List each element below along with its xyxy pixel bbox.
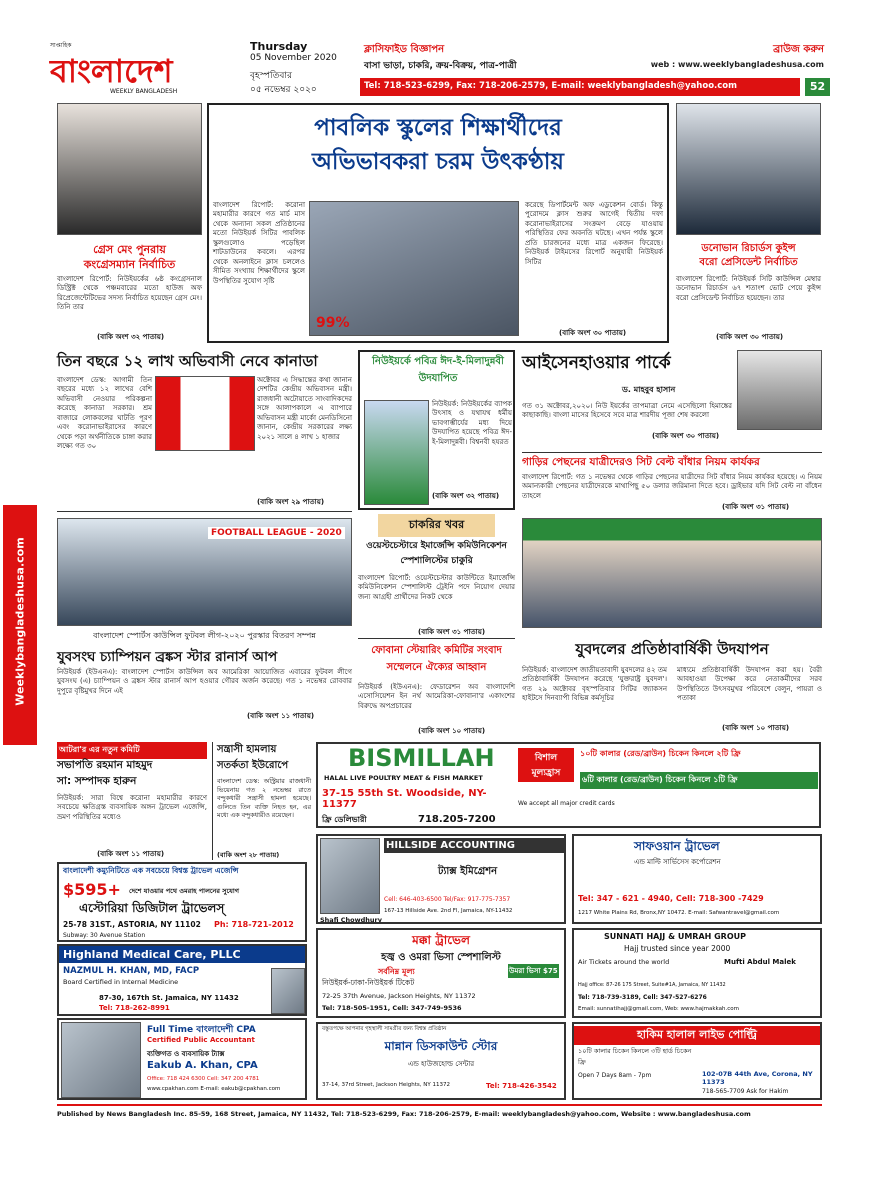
travel-price: $595+ — [63, 880, 121, 899]
lead-col-1: বাংলাদেশ রিপোর্ট: করোনা মহামারীর কারণে গত মার্চ মাস থেকে অন্যান্য সকল প্রতিষ্ঠানের মতো নিউইয়র্ক সিটির পাবলিক স্কুলগুলোও পড়েছিল শাটডাউনের কবলে। এরপর থেকে অনলাইনে ক্লাস চললেও সীমিত সংখ্যায় শিক্ষার্থীদের স্কুলে উপস্থিতির সুযোগ সৃষ্টি — [213, 201, 305, 285]
seatbelt-story — [522, 452, 822, 512]
travel-phone: Ph: 718-721-2012 — [214, 920, 294, 929]
hillside-services: ট্যাক্স ইমিগ্রেশন — [438, 866, 498, 877]
jobs-headline: ওয়েস্টচেস্টারে ইমার্জেন্সি কমিউনিকেশন স্পেশালিস্টের চাকুরি — [366, 541, 507, 566]
donovan-photo — [676, 103, 821, 235]
atra-body: নিউইয়র্ক: সারা বিশ্বে করোনা মহামারীর কারণে সবচেয়ে ক্ষতিগ্রস্ত ব্যবসায়িক অঙ্গন ট্রাভেল এজেন্সি, ভ্রমণ পরিস্থিতির মধ্যেও — [57, 794, 207, 821]
web-address: web : www.weeklybangladeshusa.com — [650, 60, 824, 69]
eid-story — [358, 350, 515, 510]
sports-photo — [57, 518, 352, 626]
footer-text: Published by News Bangladesh Inc. 85-59, 168 Street, Jamaica, NY 11432, Tel: 718-523-6299, Fax: 718-206-2579, E-mail: weeklybangladesh@yahoo.com, Website : www.bangladeshusa.com — [57, 1110, 751, 1118]
hillside-phones: Cell: 646-403-6500 Tel/Fax: 917-775-7357 — [384, 896, 511, 903]
mecca-phone: Tel: 718-505-1951, Cell: 347-749-9536 — [322, 1004, 462, 1012]
travel-name: এস্টোরিয়া ডিজিটাল ট্রাভেলস্ — [79, 901, 225, 915]
eid-cont: (বাকি অংশ ৩২ পাতায়) — [432, 492, 500, 500]
sunnati-name: SUNNATI HAJJ & UMRAH GROUP — [604, 932, 746, 941]
mannan-phone: Tel: 718-426-3542 — [486, 1082, 557, 1090]
canada-photo — [155, 376, 255, 451]
jobs-header: চাকরির খবর — [378, 514, 495, 537]
sunnati-line: Air Tickets around the world — [578, 958, 670, 966]
cpa-web: www.cpakhan.com E-mail: eakub@cpakhan.com — [147, 1086, 281, 1092]
classified-sub: বাসা ভাড়া, চাকরি, ক্রয়-বিক্রয়, পাত্র-পাত্রী — [364, 61, 517, 71]
right-headline-2: বরো প্রেসিডেন্ট নির্বাচিত — [699, 257, 798, 268]
safwan-ad — [572, 834, 822, 924]
sunnati-since: Hajj trusted since year 2000 — [624, 944, 731, 953]
lead-photo — [309, 201, 519, 336]
astoria-travel-ad — [57, 862, 307, 942]
atra-cont: (বাকি অংশ ১১ পাতায়) — [97, 850, 165, 858]
cpa-name: Full Time বাংলাদেশী CPA — [147, 1025, 256, 1035]
eisenhower-author: ড. মাহবুব হাসান — [622, 385, 676, 394]
sunnati-email: Email: sunnatihajj@gmail.com, Web: www.hajmakkah.com — [578, 1006, 739, 1012]
lead-col-2: করেছে ডিপার্টমেন্ট অফ এডুকেশন বোর্ড। কিন্তু পুরোদমে ক্লাস শুরুর আগেই দ্বিতীয় দফা করোনাভাইরাসের সংক্রমণ বেড়ে যাওয়ায় পরিস্থিতির ফের অবনতি ঘটছে। এখন পর্যন্ত স্কুলে প্রতি চারজনের মধ্যে মাত্র একজন ফিরেছে। নিউইয়র্ক টাইমসের রিপোর্ট অনুযায়ী নিউইয়র্ক সিটির — [525, 201, 663, 266]
highland-addr: 87-30, 167th St. Jamaica, NY 11432 — [99, 994, 239, 1002]
canada-col-1: বাংলাদেশ ডেস্ক: আগামী তিন বছরের মধ্যে ১২ লাখের বেশি অভিবাসী নেওয়ার পরিকল্পনা করেছে কানাডা সরকার। শ্রম বাজারে লোকবলের ঘাটতি পূরণ এবং করোনাভাইরাসের কারণে থেকে পড়া অর্থনীতিকে চাঙ্গা করার লক্ষ্যে গত ৩০ — [57, 376, 152, 451]
hillside-person: Shafi Chowdhury — [320, 916, 382, 924]
hillside-addr: 167-13 Hillside Ave. 2nd Fl, Jamaica, NY-11432 — [384, 908, 513, 914]
jobs-cont: (বাকি অংশ ৩১ পাতায়) — [418, 628, 486, 636]
jubodal-cont: (বাকি অংশ ১০ পাতায়) — [722, 724, 790, 732]
atra-headline-2: সা: সম্পাদক হারুন — [57, 775, 137, 787]
grace-meng-photo — [57, 103, 202, 235]
safwan-phones: Tel: 347 - 621 - 4940, Cell: 718-300 -7429 — [578, 894, 764, 903]
sports-banner: FOOTBALL LEAGUE - 2020 — [208, 527, 345, 539]
eisenhower-headline: আইসেনহাওয়ার পার্কে — [522, 353, 671, 373]
europe-story — [212, 742, 310, 860]
travel-line-1: বাংলাদেশী কম্যুনিটিতে এক সবচেয়ে বিশ্বস্ত ট্রাভেল এজেন্সি — [63, 866, 239, 875]
right-story — [676, 103, 821, 343]
sports-cont: (বাকি অংশ ১১ পাতায়) — [247, 712, 315, 720]
atra-tag: আটরা'র এর নতুন কমিটি — [57, 742, 207, 759]
page-number: 52 — [805, 78, 830, 96]
eid-photo — [364, 400, 429, 505]
side-url: Weeklybangladeshusa.com — [13, 537, 27, 706]
mecca-price: সর্বনিম্ন মূল্য — [378, 967, 415, 976]
atra-story — [57, 742, 207, 860]
mecca-sub: হজ্ব ও ওমরা ভিসা স্পেশালিস্ট — [381, 952, 501, 963]
travel-addr: 25-78 31ST., ASTORIA, NY 11102 — [63, 920, 201, 929]
footer — [57, 1104, 822, 1124]
canada-headline: তিন বছরে ১২ লাখ অভিবাসী নেবে কানাডা — [57, 352, 318, 370]
lead-cont: (বাকি অংশ ৩০ পাতায়) — [559, 329, 627, 337]
eisenhower-story — [522, 350, 822, 448]
europe-headline-2: সতর্কতা ইউরোপে — [217, 760, 289, 771]
safwan-sub: এন্ড মাল্টি সার্ভিসেস কর্পোরেশন — [634, 858, 721, 866]
eid-body: নিউইয়র্ক: নিউইয়র্কের ব্যাপক উৎসাহ ও যথাযথ ধর্মীয় ভাবগাম্ভীর্যের মধ্য দিয়ে উদযাপিত হয়েছে পবিত্র ঈদ-ই-মিলাদুন্নবী। বিশ্বনবী হযরত — [432, 400, 512, 446]
mecca-name: মক্কা ট্রাভেল — [412, 933, 470, 947]
jobs-body: বাংলাদেশ রিপোর্ট: ওয়েস্টচেস্টার কাউন্টিতে ইমার্জেন্সি কমিউনিকেশন স্পেশালিস্ট ট্রেইনি পদে নিয়োগ দেয়ার জন্য আগ্রহী প্রার্থীদের নিকট থেকে — [358, 574, 515, 601]
bismillah-sub: HALAL LIVE POULTRY MEAT & FISH MARKET — [324, 774, 483, 782]
hakim-phone: 718-565-7709 Ask for Hakim — [702, 1088, 789, 1095]
hillside-ad — [316, 834, 566, 924]
side-url-bar — [3, 505, 37, 745]
mannan-name: মান্নান ডিসকাউন্ট স্টোর — [384, 1039, 498, 1053]
bismillah-name: BISMILLAH — [348, 744, 495, 772]
left-headline-1: গ্রেস মেং পুনরায় — [93, 243, 166, 256]
cpa-ad — [57, 1018, 307, 1100]
hillside-photo — [320, 838, 380, 914]
bismillah-offer-1: ১০টি কালার (রেড/ব্রাউন) চিকেন কিনলে ২টি ফ্রি — [580, 749, 741, 758]
fokana-headline: ফোবানা স্টেয়ারিং কমিটির সংবাদ সম্মেলনে ঐক্যের আহ্বান — [371, 645, 502, 673]
fokana-cont: (বাকি অংশ ১০ পাতায়) — [418, 727, 486, 735]
masthead-date-bn: ০৫ নভেম্বর ২০২০ — [250, 85, 317, 95]
jobs-story — [358, 514, 515, 634]
canada-story — [57, 350, 352, 512]
right-headline-1: ডনোভান রিচার্ডস কুইন্স — [701, 243, 796, 254]
hakim-name: হাকিম হালাল লাইভ পোল্ট্রি — [574, 1026, 820, 1045]
mannan-sub: এন্ড হাউজহোল্ড সেন্টার — [407, 1060, 475, 1068]
europe-cont: (বাকি অংশ ২৮ পাতায়) — [217, 851, 280, 859]
masthead-subtitle: WEEKLY BANGLADESH — [110, 88, 178, 95]
atra-headline-1: সভাপতি রহমান মাহমুদ — [57, 759, 153, 771]
left-story — [57, 103, 202, 343]
classified-title: ক্লাসিফাইড বিজ্ঞাপন — [364, 44, 445, 55]
jubodal-headline: যুবদলের প্রতিষ্ঠাবার্ষিকী উদযাপন — [575, 640, 769, 658]
safwan-name: সাফওয়ান ট্রাভেল — [634, 839, 720, 853]
hakim-hours: Open 7 Days 8am - 7pm — [578, 1072, 652, 1079]
sports-caption: বাংলাদেশ স্পোর্টস কাউন্সিল ফুটবল লীগ-২০২০ পুরস্কার বিতরণ সম্পন্ন — [93, 631, 316, 640]
eisenhower-cont: (বাকি অংশ ৩০ পাতায়) — [652, 432, 720, 440]
hakim-addr: 102-07B 44th Ave, Corona, NY 11373 — [702, 1070, 813, 1086]
bismillah-cards: We accept all major credit cards — [518, 800, 615, 807]
safwan-addr: 1217 White Plains Rd, Bronx,NY 10472. E-mail: Safwantravel@gmail.com — [578, 910, 780, 916]
highland-name: Highland Medical Care, PLLC — [59, 946, 307, 963]
bismillah-phone: 718.205-7200 — [418, 814, 496, 825]
canada-col-2: অক্টোবর এ সিদ্ধান্তের কথা জানান দেশটির কেন্দ্রীয় অভিবাসন মন্ত্রী। রাজধানী অটোয়াতে সাংবাদিকদের সঙ্গে আলাপকালে এ ব্যাপারে অভিবাসন মন্ত্রী মার্কো মেনডিসিনো জানান, কেন্দ্রীয় সরকারের লক্ষ্য ২০২১ সালে ৪ লাখ ১ হাজার — [257, 376, 352, 441]
contact-text: Tel: 718-523-6299, Fax: 718-206-2579, E-mail: weeklybangladesh@yahoo.com — [364, 81, 738, 91]
lead-headline-1: পাবলিক স্কুলের শিক্ষার্থীদের — [314, 115, 562, 141]
mecca-addr: 72-25 37th Avenue, Jackson Heights, NY 11372 — [322, 992, 476, 1000]
cpa-person: Eakub A. Khan, CPA — [147, 1060, 258, 1071]
masthead-date: 05 November 2020 — [250, 53, 337, 63]
bismillah-offer-2: ৬টি কালার (রেড/ব্রাউন) চিকেন কিনলে ১টি ফ্রি — [580, 772, 818, 789]
left-headline-2: কংগ্রেসম্যান নির্বাচিত — [83, 258, 176, 271]
mecca-ad — [316, 928, 566, 1018]
eid-headline: নিউইয়র্কে পবিত্র ঈদ-ই-মিলাদুন্নবী উদযাপিত — [372, 356, 504, 384]
jubodal-photo — [522, 518, 822, 628]
highland-cert: Board Certified in Internal Medicine — [63, 978, 179, 986]
fokana-body: নিউইয়র্ক (ইউএনএ): ফেডারেশন অব বাংলাদেশি এসোসিয়েশন ইন নর্থ আমেরিকা-ফোবানা'র একাংশের বিরুদ্ধে অপপ্রচারের — [358, 683, 515, 710]
canada-cont: (বাকি অংশ ২৯ পাতায়) — [257, 498, 325, 506]
sunnati-addr: Hajj office: 87-26 175 Street, Suite#1A, Jamaica, NY 11432 — [578, 982, 726, 988]
mannan-addr: 37-14, 37rd Street, Jackson Heights, NY 11372 — [322, 1082, 451, 1088]
bismillah-ad — [316, 742, 821, 828]
masthead-title: বাংলাদেশ — [50, 52, 173, 90]
highland-phone: Tel: 718-262-8991 — [99, 1004, 170, 1012]
hakim-ad — [572, 1022, 822, 1100]
highland-photo — [271, 968, 305, 1014]
fokana-story — [358, 638, 515, 738]
cpa-photo — [61, 1022, 141, 1098]
sports-story — [57, 518, 352, 738]
mannan-ad — [316, 1022, 566, 1100]
masthead-day: Thursday — [250, 40, 308, 53]
masthead — [50, 40, 830, 100]
europe-body: বাংলাদেশ ডেস্ক: অস্ট্রিয়ার রাজধানী ভিয়েনায় গত ২ নভেম্বর রাতে বন্দুকধারী সন্ত্রাসী হামলা হয়েছে। গুলিতে তিন ব্যক্তি নিহত হন, এর মধ্যে এক বন্দুকধারীও রয়েছেন। — [217, 778, 311, 819]
travel-line-2: দেশে যাওয়ার পথে ওমরাহ পালনের সুযোগ — [129, 887, 240, 895]
bismillah-addr: 37-15 55th St. Woodside, NY-11377 — [322, 788, 487, 810]
bismillah-delivery: ফ্রি ডেলিভারী — [322, 815, 367, 824]
cpa-office: Office: 718 424 6300 Cell: 347 200 4781 — [147, 1076, 260, 1082]
lead-photo-caption: 99% — [316, 315, 350, 331]
seatbelt-body: বাংলাদেশ রিপোর্ট: গত ১ নভেম্বর থেকে গাড়ির পেছনের যাত্রীদের সিট বাঁধার নিয়ম কার্যকর হয়েছে। এ নিয়ম অমান্যকারী পেছনের যাত্রীদেরকে মাথাপিছু ৫০ ডলার জরিমানা দিতে হবে। ড্রাইভার যদি সিট বেল্ট না বাঁধেন তাহলে — [522, 473, 822, 500]
right-cont: (বাকি অংশ ৩০ পাতায়) — [716, 333, 784, 341]
sports-body: নিউইয়র্ক (ইউএনএ): বাংলাদেশ স্পোর্টস কাউন্সিল অব আমেরিকা আয়োজিত এবারের ফুটবল লীগে যুবসংঘ (এ) চ্যাম্পিয়ন ও ব্রঙ্কস স্টার রানার্স আপ হওয়ার গৌরব অর্জন করেছে। গত ১ নভেম্বর রোববার দুপুরে বৃষ্টিমুখর দিনে এই — [57, 668, 352, 695]
seatbelt-cont: (বাকি অংশ ৩১ পাতায়) — [722, 503, 790, 511]
browse-label: ব্রাউজ করুন — [773, 44, 824, 55]
sunnati-ad — [572, 928, 822, 1018]
right-body: বাংলাদেশ রিপোর্ট: নিউইয়র্ক সিটি কাউন্সিল মেম্বার ডনোভান রিচার্ডস ৬৭ শতাংশ ভোট পেয়ে কুইন্স বরো প্রেসিডেন্ট নির্বাচিত হয়েছেন। তার — [676, 275, 821, 302]
hakim-offer: ১০টি কালার চিকেন কিনলে ৩টি হার্ড চিকেন ফ্রি — [578, 1047, 692, 1066]
mannan-top: বস্তুতপক্ষে আপনার গৃহস্থালী সামগ্রীর জন্য বিশ্বস্ত প্রতিষ্ঠান — [322, 1026, 447, 1032]
sunnati-person: Mufti Abdul Malek — [724, 958, 796, 966]
cpa-sub: Certified Public Accountant — [147, 1036, 255, 1044]
cpa-tax: ব্যক্তিগত ও ব্যবসায়িক ট্যাক্স — [147, 1050, 225, 1058]
sunnati-phone: Tel: 718-739-3189, Cell: 347-527-6276 — [578, 994, 707, 1001]
highland-doctor: NAZMUL H. KHAN, MD, FACP — [63, 966, 200, 976]
masthead-tag: সাপ্তাহিক — [50, 42, 72, 49]
eisenhower-photo — [737, 350, 822, 430]
mecca-umrah: উমরা ভিসা $75 — [508, 964, 559, 978]
classified-banner — [360, 40, 830, 100]
left-body: বাংলাদেশ রিপোর্ট: নিউইয়র্কের ৬ষ্ঠ কংগ্রেসনাল ডিস্ট্রিক্ট থেকে পঞ্চমবারের মতো হাউজ অফ রিপ্রেজেন্টেটিভের সদস্য নির্বাচিত হয়েছেন গ্রেস মেং। তিনি তার — [57, 275, 203, 312]
mecca-route: নিউইয়র্ক-ঢাকা-নিউইয়র্ক টিকেট — [322, 978, 415, 987]
lead-story — [207, 103, 669, 343]
travel-subway: Subway: 30 Avenue Station — [63, 932, 146, 939]
hillside-name: HILLSIDE ACCOUNTING — [384, 838, 564, 853]
masthead-day-bn: বৃহস্পতিবার — [250, 71, 292, 81]
jubodal-story — [522, 518, 822, 738]
lead-headline-2: অভিভাবকরা চরম উৎকণ্ঠায় — [312, 149, 564, 175]
contact-bar — [360, 78, 800, 96]
jubodal-col-2: মাধ্যমে প্রতিষ্ঠাবার্ষিকী উদযাপন করা হয়। বৈরী আবহাওয়া উপেক্ষা করে নেতাকর্মীদের সরব উপস্থিতিতে উৎসবমুখর পরিবেশে বেলুন, পায়রা ও পতাকা — [677, 666, 822, 703]
sports-headline: যুবসংঘ চ্যাম্পিয়ন ব্রঙ্কস স্টার রানার্স আপ — [57, 649, 278, 665]
highland-ad — [57, 944, 307, 1016]
seatbelt-headline: গাড়ির পেছনের যাত্রীদেরও সিট বেল্ট বাঁধার নিয়ম কার্যকর — [522, 456, 760, 468]
europe-headline-1: সন্ত্রাসী হামলায় — [217, 744, 277, 755]
jubodal-col-1: নিউইয়র্ক: বাংলাদেশ জাতীয়তাবাদী যুবদলের ৪২ তম প্রতিষ্ঠাবার্ষিকী উদযাপন করেছে 'যুক্তরাষ্ট্র যুবদল'। গত ২৯ অক্টোবর বৃহস্পতিবার সিটির জ্যাকসন হাইটসে দিনব্যাপী বিভিন্ন কর্মসূচির — [522, 666, 667, 703]
bismillah-sale: বিশাল মূল্যহ্রাস — [518, 748, 574, 782]
eisenhower-body: গত ৩১ অক্টোবর,২০২০। নিউ ইয়র্কের তাপমাত্রা নেমে এসেছিলো হিমাঙ্কের কাছাকাছি। বাংলা মাসের হিসেবে সবে মাত্র শারদীয় পূজা শেষ করলো — [522, 402, 732, 420]
left-cont: (বাকি অংশ ৩২ পাতায়) — [97, 333, 165, 341]
